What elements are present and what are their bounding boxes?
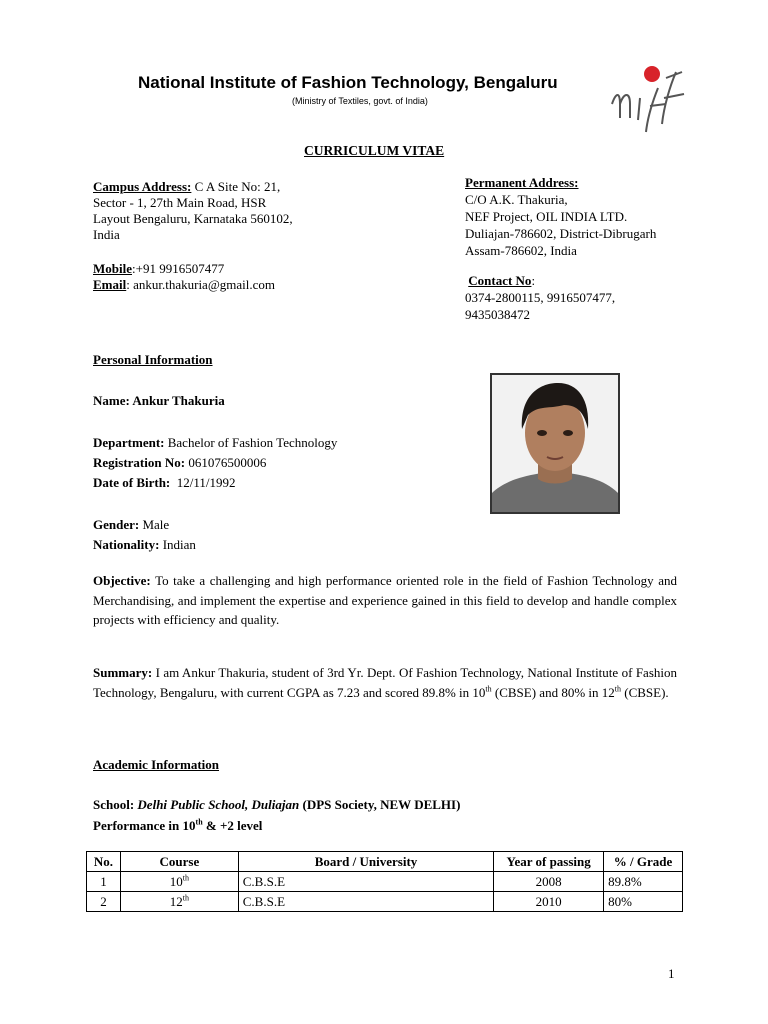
row-board: C.B.S.E: [238, 892, 493, 912]
dob-value: 12/11/1992: [170, 475, 236, 490]
table-row: [87, 872, 683, 892]
row-board: C.B.S.E: [238, 872, 493, 892]
school-name: Delhi Public School, Duliajan: [134, 797, 300, 812]
row-course: [120, 892, 238, 912]
permanent-line1: C/O A.K. Thakuria,: [465, 192, 568, 207]
mobile-label: Mobile: [93, 261, 132, 276]
performance-sup: th: [195, 817, 203, 827]
summary-text-2: (CBSE) and 80% in 12: [491, 684, 615, 700]
dob-label: Date of Birth:: [93, 475, 171, 490]
summary-paragraph: [93, 663, 677, 702]
header-course: Course: [120, 852, 238, 872]
permanent-address-block: [465, 174, 656, 259]
header-board: Board / University: [238, 852, 493, 872]
campus-contact-block: [93, 261, 275, 293]
personal-details-2: [93, 515, 196, 555]
summary-sup-2: th: [614, 684, 622, 694]
permanent-line3: Duliajan-786602, District-Dibrugarh: [465, 226, 657, 241]
campus-line3: Layout Bengaluru, Karnataka 560102,: [93, 211, 293, 226]
gender-value: Male: [139, 517, 170, 532]
campus-line2: Sector - 1, 27th Main Road, HSR: [93, 195, 267, 210]
nift-logo: [606, 58, 694, 138]
profile-photo: [490, 373, 620, 514]
summary-text-3: (CBSE).: [621, 684, 669, 700]
email-value: : ankur.thakuria@gmail.com: [126, 277, 276, 292]
campus-line4: India: [93, 227, 120, 242]
course-value: 12: [169, 894, 183, 909]
email-label: Email: [93, 277, 127, 292]
academic-heading: Academic Information: [93, 757, 220, 772]
gender-label: Gender:: [93, 517, 140, 532]
school-society: (DPS Society, NEW DELHI): [299, 797, 461, 812]
objective-paragraph: [93, 571, 677, 630]
permanent-address-label: Permanent Address:: [465, 175, 579, 190]
name-line: Name: Ankur Thakuria: [93, 393, 225, 408]
summary-label: Summary:: [93, 665, 153, 680]
header-year: Year of passing: [494, 852, 604, 872]
campus-address-block: [93, 179, 293, 243]
nift-logo-icon: [606, 58, 694, 138]
page-number: 1: [668, 966, 675, 981]
person-photo-icon: [492, 375, 618, 512]
contact-label: Contact No: [468, 273, 532, 288]
mobile-value: :+91 9916507477: [132, 261, 225, 276]
department-label: Department:: [93, 435, 165, 450]
contact-line2: 9435038472: [465, 307, 530, 322]
row-year: 2010: [494, 892, 604, 912]
contact-line1: 0374-2800115, 9916507477,: [465, 290, 616, 305]
row-no: 1: [87, 872, 121, 892]
contact-colon: :: [531, 273, 536, 288]
course-sup: th: [182, 893, 189, 903]
registration-value: 061076500006: [185, 455, 267, 470]
registration-label: Registration No:: [93, 455, 186, 470]
course-sup: th: [182, 873, 189, 883]
objective-text: To take a challenging and high performance oriented role in the field of Fashion Technology and Merchandising, and implement the expertise and experience gained in this field to develop and handle complex projects with efficiency and quality.: [93, 573, 677, 627]
nationality-label: Nationality:: [93, 537, 160, 552]
course-value: 10: [169, 874, 183, 889]
contact-block: [465, 272, 615, 323]
campus-line1: C A Site No: 21,: [191, 179, 281, 194]
table-header-row: [87, 852, 683, 872]
grades-table: [86, 851, 683, 912]
performance-text-2: & +2 level: [202, 818, 263, 833]
table-row: [87, 892, 683, 912]
school-label: School:: [93, 797, 135, 812]
campus-address-label: Campus Address:: [93, 179, 192, 194]
row-course: [120, 872, 238, 892]
summary-text-1: I am Ankur Thakuria, student of 3rd Yr. Dept. Of Fashion Technology, National Institute of Fashion Technology, Bengaluru, with current CGPA as 7.23 and scored 89.8% in 10: [93, 665, 677, 700]
row-no: 2: [87, 892, 121, 912]
row-grade: 89.8%: [604, 872, 683, 892]
department-value: Bachelor of Fashion Technology: [164, 435, 338, 450]
row-grade: 80%: [604, 892, 683, 912]
permanent-line2: NEF Project, OIL INDIA LTD.: [465, 209, 628, 224]
institute-title: National Institute of Fashion Technology, Bengaluru: [138, 73, 558, 92]
ministry-subtitle: (Ministry of Textiles, govt. of India): [292, 96, 428, 106]
performance-text-1: Performance in 10: [93, 818, 196, 833]
row-year: 2008: [494, 872, 604, 892]
personal-details: [93, 433, 337, 493]
school-block: [93, 794, 460, 836]
nationality-value: Indian: [159, 537, 196, 552]
cv-title: CURRICULUM VITAE: [304, 143, 445, 158]
objective-label: Objective:: [93, 573, 151, 588]
summary-sup-1: th: [485, 684, 492, 694]
header-no: No.: [87, 852, 121, 872]
header-grade: % / Grade: [604, 852, 683, 872]
personal-info-heading: Personal Information: [93, 352, 213, 367]
permanent-line4: Assam-786602, India: [465, 243, 577, 258]
